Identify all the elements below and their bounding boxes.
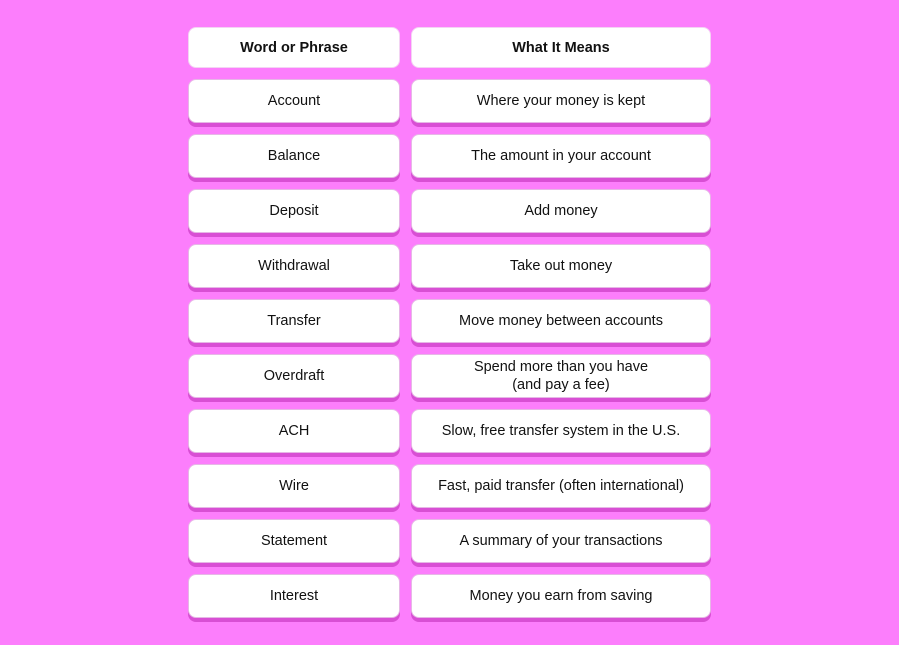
table-row — [188, 79, 711, 123]
meaning-cell: The amount in your account — [411, 134, 711, 178]
term-cell: Wire — [188, 464, 400, 508]
meaning-cell: Slow, free transfer system in the U.S. — [411, 409, 711, 453]
term-cell: ACH — [188, 409, 400, 453]
term-cell: Statement — [188, 519, 400, 563]
term-cell: Overdraft — [188, 354, 400, 398]
meaning-cell: Move money between accounts — [411, 299, 711, 343]
table-row — [188, 134, 711, 178]
term-cell: Balance — [188, 134, 400, 178]
meaning-cell: Where your money is kept — [411, 79, 711, 123]
meaning-cell: Money you earn from saving — [411, 574, 711, 618]
meaning-cell: Fast, paid transfer (often international) — [411, 464, 711, 508]
table-row — [188, 409, 711, 453]
table-row — [188, 244, 711, 288]
table-row — [188, 519, 711, 563]
table-row — [188, 464, 711, 508]
table-row — [188, 189, 711, 233]
meaning-cell: Spend more than you have (and pay a fee) — [411, 354, 711, 398]
term-cell: Deposit — [188, 189, 400, 233]
table-row — [188, 354, 711, 398]
meaning-cell: A summary of your transactions — [411, 519, 711, 563]
term-cell: Interest — [188, 574, 400, 618]
term-cell: Transfer — [188, 299, 400, 343]
term-cell: Account — [188, 79, 400, 123]
table-row — [188, 299, 711, 343]
term-cell: Withdrawal — [188, 244, 400, 288]
meaning-cell: Add money — [411, 189, 711, 233]
table-header-row — [188, 27, 711, 68]
glossary-table — [188, 27, 711, 629]
meaning-cell: Take out money — [411, 244, 711, 288]
header-meaning: What It Means — [411, 27, 711, 68]
table-row — [188, 574, 711, 618]
header-term: Word or Phrase — [188, 27, 400, 68]
